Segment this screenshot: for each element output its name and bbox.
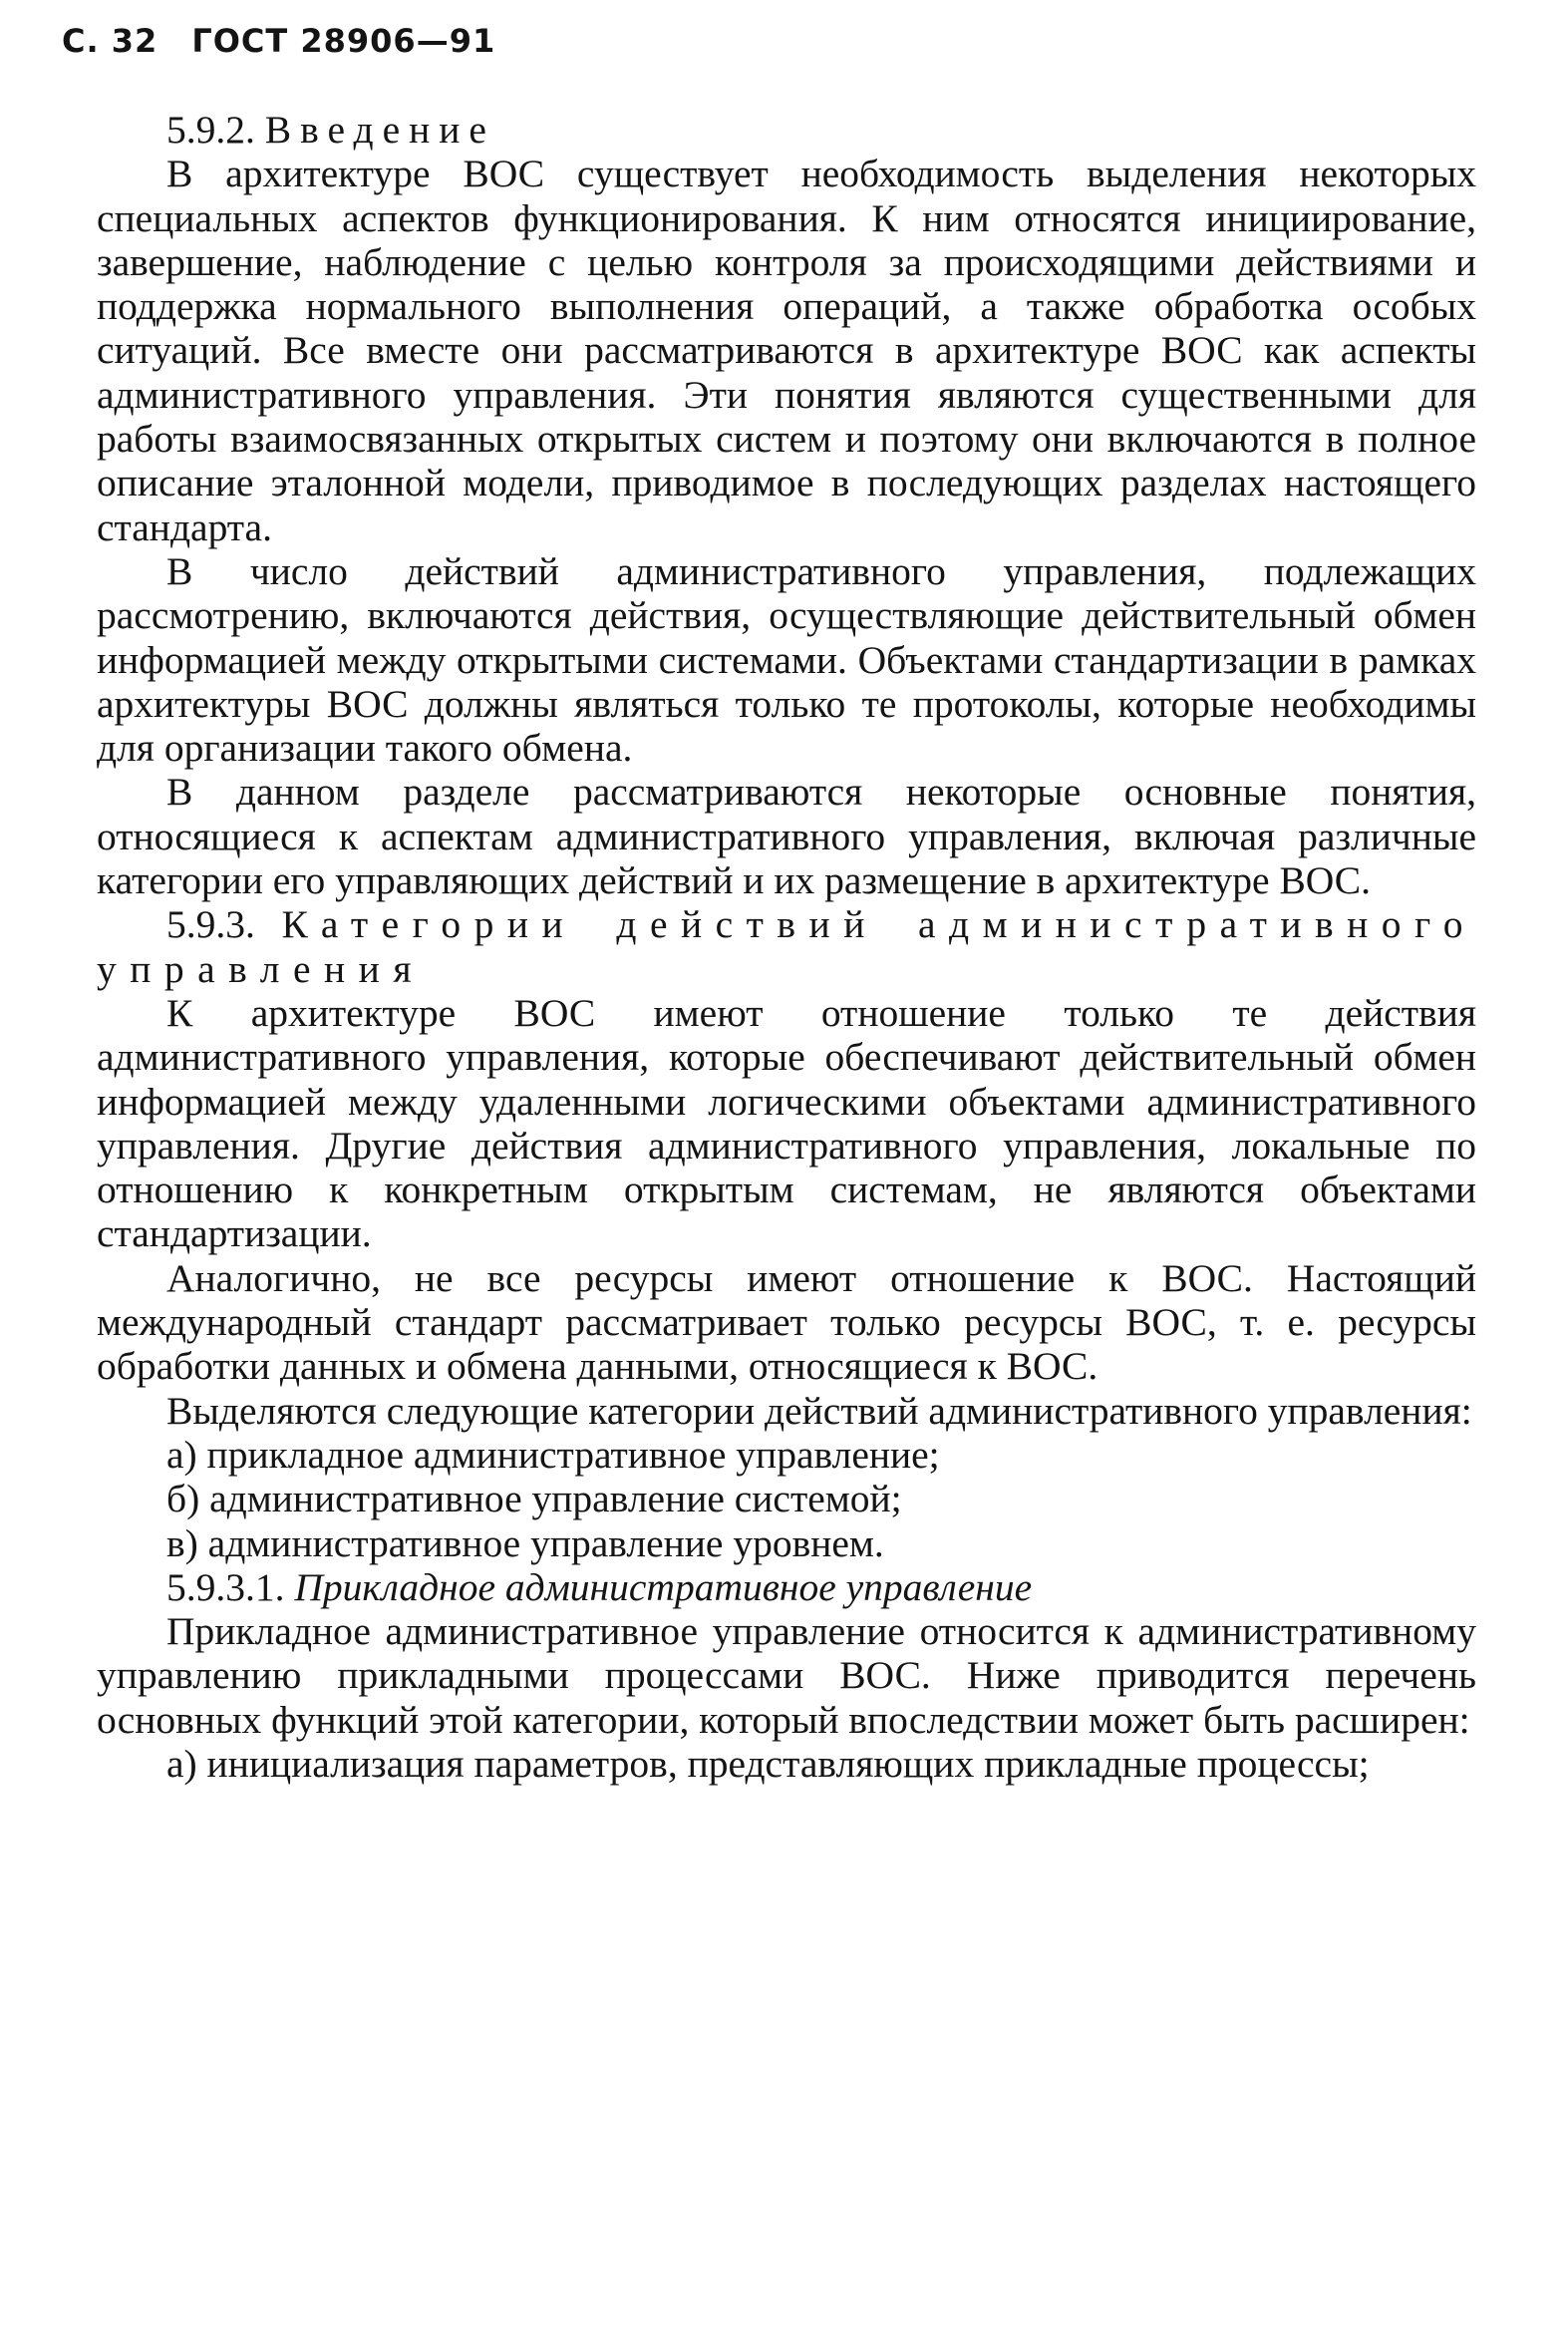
paragraph: Выделяются следующие категории действий административного управления: [166, 1388, 1472, 1433]
paragraph: Аналогично, не все ресурсы имеют отношение к ВОС. Настоящий международный стандарт рассматривает только ресурсы ВОС, т. е. ресурсы обработки данных и обмена данными, относящиеся к ВОС. [97, 1255, 1476, 1389]
standard-designation: ГОСТ 28906—91 [191, 22, 496, 60]
list-item: а) прикладное административное управление; [166, 1432, 940, 1477]
section-title: Введение [264, 108, 495, 152]
paragraph: В данном разделе рассматриваются некоторые основные понятия, относящиеся к аспектам административного управления, включая различные категории его управляющих действий и их размещение в архитектуре ВОС. [97, 770, 1476, 903]
list-item: б) административное управление системой; [166, 1477, 902, 1521]
section-heading-5-9-3-1 [97, 1565, 1476, 1609]
section-number: 5.9.2. [166, 108, 255, 152]
document-body [97, 108, 1476, 1786]
page-header [62, 22, 495, 60]
paragraph: В архитектуре ВОС существует необходимость выделения некоторых специальных аспектов функционирования. К ним относятся инициирование, завершение, наблюдение с целью контроля за происходящими действиями и поддержка нормального выполнения операций, а также обработка особых ситуаций. Все вместе они рассматриваются в архитектуре ВОС как аспекты административного управления. Эти понятия являются существенными для работы взаимосвязанных открытых систем и поэтому они включаются в полное описание эталонной модели, приводимое в последующих разделах настоящего стандарта. [97, 152, 1476, 549]
section-number: 5.9.3.1. [166, 1564, 285, 1609]
list-item: а) инициализация параметров, представляющих прикладные процессы; [166, 1741, 1370, 1786]
page-number: С. 32 [62, 22, 158, 60]
paragraph: К архитектуре ВОС имеют отношение только те действия административного управления, которые обеспечивают действительный обмен информацией между удаленными логическими объектами административного управления. Другие действия административного управления, локальные по отношению к конкретным открытым системам, не являются объектами стандартизации. [97, 990, 1476, 1256]
section-title: Категории действий административного управления [97, 902, 1476, 991]
section-heading-5-9-2 [97, 108, 1476, 152]
section-title: Прикладное административное управление [294, 1564, 1033, 1609]
section-number: 5.9.3. [166, 902, 255, 947]
section-heading-5-9-3 [97, 902, 1476, 991]
list-item: в) административное управление уровнем. [166, 1520, 884, 1565]
paragraph: Прикладное административное управление относится к административному управлению прикладными процессами ВОС. Ниже приводится перечень основных функций этой категории, который впоследствии может быть расширен: [97, 1609, 1476, 1742]
paragraph: В число действий административного управления, подлежащих рассмотрению, включаются действия, осуществляющие действительный обмен информацией между открытыми системами. Объектами стандартизации в рамках архитектуры ВОС должны являться только те протоколы, которые необходимы для организации такого обмена. [97, 548, 1476, 771]
